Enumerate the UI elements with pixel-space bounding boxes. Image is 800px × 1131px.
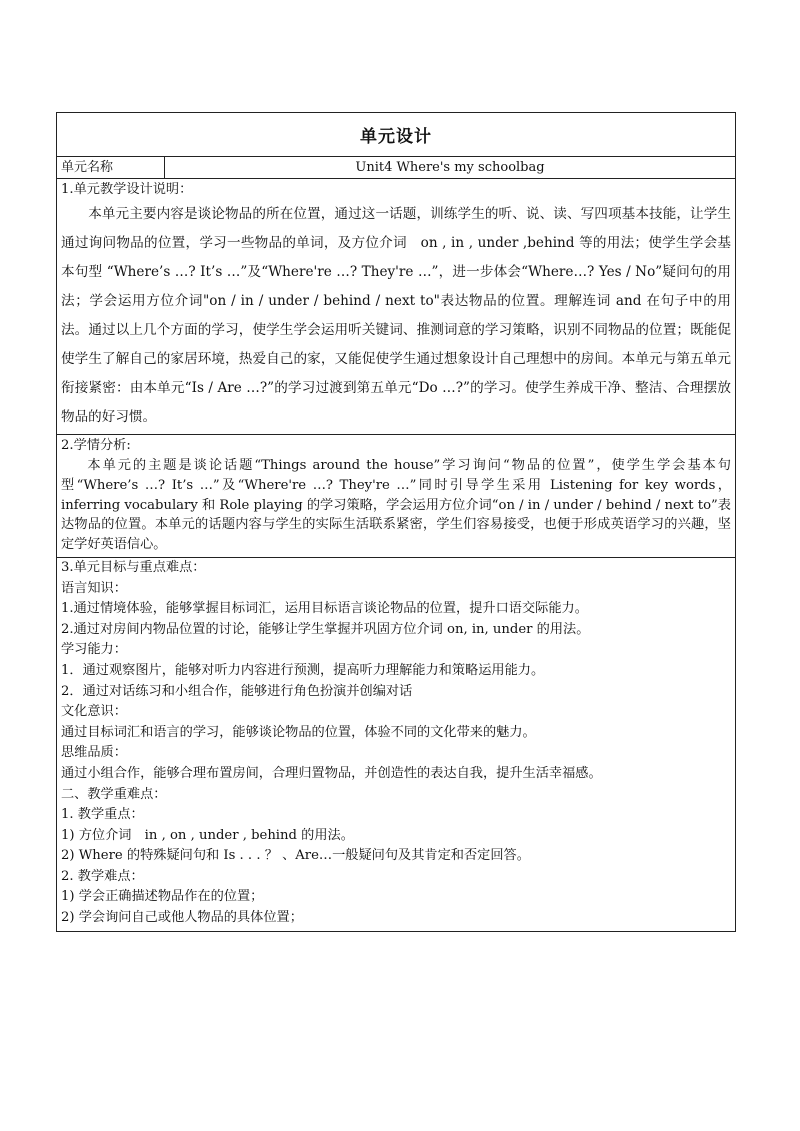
unit-name-value: Unit4 Where's my schoolbag (355, 160, 545, 175)
text-line: 2．通过对话练习和小组合作，能够进行角色扮演并创编对话 (61, 683, 413, 699)
page-title: 单元设计 (360, 127, 432, 147)
section-learner-analysis (57, 435, 735, 558)
text-line: 语言知识： (61, 580, 127, 596)
text-line: 1) 方位介词 in , on , under , behind 的用法。 (61, 827, 354, 843)
section-objectives (57, 558, 735, 931)
text-line: 二、教学重难点： (61, 786, 167, 802)
section-heading: 2.学情分析: (61, 438, 131, 453)
title-row (57, 113, 735, 157)
text-line: 1．通过观察图片，能够对听力内容进行预测，提高听力理解能力和策略运用能力。 (61, 662, 545, 678)
text-line: 2) Where 的特殊疑问句和 Is . . . ？ 、Are…一般疑问句及其肯定和否定回答。 (61, 848, 530, 864)
section-body: 本单元主要内容是谈论物品的所在位置，通过这一话题，训练学生的听、说、读、写四项基本技能，让学生通过询问物品的位置，学习一些物品的单词，及方位介词 on , in , under ,behind 等的用法；使学生学会基本句型 “Where’s …? It’s …”及“Where're …? They're …”，进一步体会“Where…? Yes / No”疑问句的用法；学会运用方位介词"on / in / under / behind / next to"表达物品的位置。理解连词 and 在句子中的用法。通过以上几个方面的学习，使学生学会运用听关键词、推测词意的学习策略，识别不同物品的位置；既能促使学生了解自己的家居环境，热爱自己的家，又能促使学生通过想象设计自己理想中的房间。本单元与第五单元衔接紧密：由本单元“Is / Are …?”的学习过渡到第五单元“Do …?”的学习。使学生养成干净、整洁、合理摆放物品的好习惯。 (61, 206, 731, 425)
section-body: 本单元的主题是谈论话题“Things around the house”学习询问“物品的位置”，使学生学会基本句型“Where’s …? It’s …”及“Where're …? They're …”同时引导学生采用 Listening for key words，inferring vocabulary 和 Role playing 的学习策略，学会运用方位介词“on / in / under / behind / next to”表达物品的位置。本单元的话题内容与学生的实际生活联系紧密，学生们容易接受，也便于形成英语学习的兴趣，坚定学好英语信心。 (61, 458, 731, 553)
text-line: 2. 教学难点： (61, 868, 144, 884)
text-line: 1.通过情境体验，能够掌握目标词汇，运用目标语言谈论物品的位置，提升口语交际能力。 (61, 601, 588, 617)
text-line: 通过目标词汇和语言的学习，能够谈论物品的位置，体验不同的文化带来的魅力。 (61, 724, 536, 740)
text-line: 学习能力： (61, 642, 127, 658)
unit-design-table (56, 112, 736, 932)
text-line: 3.单元目标与重点难点： (61, 559, 206, 575)
text-line: 1. 教学重点： (61, 807, 144, 823)
text-line: 2) 学会询问自己或他人物品的具体位置； (61, 910, 303, 926)
text-line: 通过小组合作，能够合理布置房间，合理归置物品，并创造性的表达自我，提升生活幸福感。 (61, 765, 602, 781)
text-line: 文化意识： (61, 704, 127, 720)
text-line: 思维品质： (61, 745, 127, 761)
text-line: 1) 学会正确描述物品作在的位置； (61, 889, 264, 905)
unit-name-label: 单元名称 (57, 157, 165, 178)
unit-name-row (57, 157, 735, 179)
section-heading: 1.单元教学设计说明： (61, 182, 193, 197)
text-line: 2.通过对房间内物品位置的讨论，能够让学生掌握并巩固方位介词 on, in, under 的用法。 (61, 621, 590, 637)
section-teaching-design (57, 179, 735, 435)
